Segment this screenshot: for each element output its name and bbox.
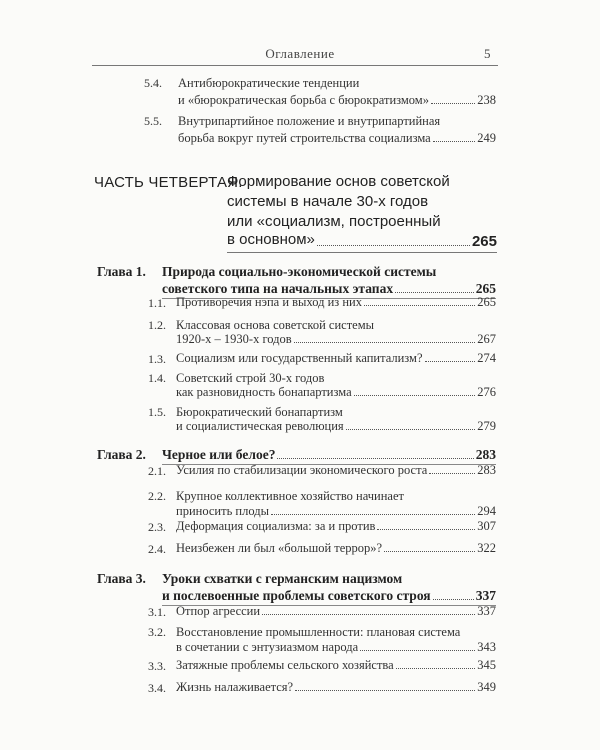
toc-entry-2-3[interactable] — [176, 518, 496, 534]
leader-dots — [277, 458, 473, 459]
toc-entry-3-2[interactable] — [176, 639, 496, 655]
toc-section-number: 2.3. — [148, 520, 166, 534]
header-divider — [92, 65, 498, 66]
toc-section-title-line: Крупное коллективное хозяйство начинает — [176, 489, 404, 503]
chapter-title-line: советского типа на начальных этапах — [162, 281, 394, 296]
toc-page-number: 265 — [477, 295, 496, 309]
toc-page-number: 345 — [477, 658, 496, 672]
toc-section-title-line: Внутрипартийное положение и внутрипартийная — [178, 114, 441, 128]
toc-page-number: 307 — [477, 519, 496, 533]
toc-section-title-line: Антибюрократические тенденции — [178, 76, 360, 90]
toc-entry-part-4[interactable] — [227, 230, 497, 250]
chapter-title-line: и послевоенные проблемы советского строя — [162, 588, 431, 603]
leader-dots — [429, 473, 475, 474]
toc-page-number: 337 — [475, 588, 496, 603]
toc-section-number: 3.3. — [148, 659, 166, 673]
toc-page-number: 283 — [477, 463, 496, 477]
toc-entry-2-1[interactable] — [176, 462, 496, 478]
toc-section-title-line: Бюрократический бонапартизм — [176, 405, 343, 419]
leader-dots — [271, 514, 475, 515]
toc-entry-1-5[interactable] — [176, 418, 496, 434]
leader-dots — [433, 599, 474, 600]
toc-page-number: 276 — [477, 385, 496, 399]
toc-page-number: 343 — [477, 640, 496, 654]
toc-page-number: 322 — [477, 541, 496, 555]
toc-page-number: 283 — [475, 447, 496, 462]
leader-dots — [317, 245, 470, 246]
part-title-line: в основном» — [227, 231, 315, 248]
toc-section-title-line: приносить плоды — [176, 504, 269, 518]
toc-section-title-line: борьба вокруг путей строительства социализма — [178, 131, 431, 145]
toc-entry-1-1[interactable] — [176, 294, 496, 310]
toc-section-title-line: Жизнь налаживается? — [176, 680, 294, 694]
chapter-label: Глава 2. — [97, 447, 146, 462]
running-header-title: Оглавление — [265, 46, 335, 61]
toc-entry-1-4[interactable] — [176, 384, 496, 400]
toc-entry-chapter-2[interactable] — [162, 446, 496, 463]
leader-dots — [295, 690, 475, 691]
toc-entry-1-2[interactable] — [176, 331, 496, 347]
chapter-title-line: Уроки схватки с германским нацизмом — [162, 571, 403, 586]
toc-section-number: 3.1. — [148, 605, 166, 619]
toc-entry-3-4[interactable] — [176, 679, 496, 695]
leader-dots — [433, 141, 476, 142]
toc-entry-1-3[interactable] — [176, 350, 496, 366]
toc-entry-3-3[interactable] — [176, 657, 496, 673]
toc-page-number: 267 — [477, 332, 496, 346]
part-title-line: Формирование основ советской — [227, 173, 450, 190]
leader-dots — [384, 551, 475, 552]
toc-section-number: 1.3. — [148, 352, 166, 366]
leader-dots — [431, 103, 475, 104]
toc-section-title-line: Социализм или государственный капитализм? — [176, 351, 423, 365]
toc-section-number: 1.5. — [148, 405, 166, 419]
toc-section-title-line: Затяжные проблемы сельского хозяйства — [176, 658, 394, 672]
chapter-title-line: Природа социально-экономической системы — [162, 264, 437, 279]
toc-entry-2-4[interactable] — [176, 540, 496, 556]
toc-page-number: 349 — [477, 680, 496, 694]
toc-section-title-line: Усилия по стабилизации экономического роста — [176, 463, 428, 477]
chapter-label: Глава 1. — [97, 264, 146, 279]
leader-dots — [364, 305, 475, 306]
leader-dots — [377, 529, 475, 530]
leader-dots — [395, 292, 474, 293]
toc-section-number: 1.4. — [148, 371, 166, 385]
toc-page-number: 279 — [477, 419, 496, 433]
part-divider — [227, 252, 497, 253]
toc-page-number: 238 — [477, 93, 496, 107]
chapter-title-line: Черное или белое? — [162, 447, 276, 462]
leader-dots — [396, 668, 476, 669]
toc-section-title-line: в сочетании с энтузиазмом народа — [176, 640, 359, 654]
toc-section-title-line: Отпор агрессии — [176, 604, 261, 618]
toc-section-number: 2.4. — [148, 542, 166, 556]
toc-entry-2-2[interactable] — [176, 503, 496, 519]
part-label: ЧАСТЬ ЧЕТВЕРТАЯ. — [94, 174, 243, 191]
toc-section-number: 1.2. — [148, 318, 166, 332]
toc-section-number: 3.2. — [148, 625, 166, 639]
toc-entry-5-4[interactable] — [178, 92, 496, 108]
toc-section-number: 2.2. — [148, 489, 166, 503]
toc-entry-3-1[interactable] — [176, 603, 496, 619]
toc-section-title-line: как разновидность бонапартизма — [176, 385, 352, 399]
toc-page-number: 265 — [471, 233, 497, 250]
toc-section-number: 5.4. — [144, 76, 162, 90]
part-title-line: или «социализм, построенный — [227, 213, 441, 230]
toc-section-title-line: Неизбежен ли был «большой террор»? — [176, 541, 383, 555]
toc-section-number: 3.4. — [148, 681, 166, 695]
toc-page-number: 265 — [475, 281, 496, 296]
toc-section-title-line: Противоречия нэпа и выход из них — [176, 295, 362, 309]
chapter-label: Глава 3. — [97, 571, 146, 586]
toc-section-title-line: 1920-х – 1930-х годов — [176, 332, 292, 346]
toc-section-title-line: Восстановление промышленности: плановая система — [176, 625, 461, 639]
toc-page-number: 337 — [477, 604, 496, 618]
toc-section-title-line: и «бюрократическая борьба с бюрократизмом» — [178, 93, 429, 107]
toc-section-title-line: Советский строй 30-х годов — [176, 371, 325, 385]
toc-section-title-line: Деформация социализма: за и против — [176, 519, 376, 533]
toc-section-title-line: и социалистическая революция — [176, 419, 344, 433]
leader-dots — [294, 342, 476, 343]
toc-section-title-line: Классовая основа советской системы — [176, 318, 375, 332]
part-title-line: системы в начале 30-х годов — [227, 193, 429, 210]
toc-page-number: 274 — [477, 351, 496, 365]
leader-dots — [354, 395, 476, 396]
toc-entry-chapter-3[interactable] — [162, 587, 496, 604]
leader-dots — [360, 650, 475, 651]
toc-page-number: 249 — [477, 131, 496, 145]
toc-entry-5-5[interactable] — [178, 130, 496, 146]
toc-page-number: 294 — [477, 504, 496, 518]
toc-section-number: 1.1. — [148, 296, 166, 310]
toc-section-number: 5.5. — [144, 114, 162, 128]
leader-dots — [425, 361, 476, 362]
page-number: 5 — [484, 46, 491, 61]
leader-dots — [346, 429, 476, 430]
toc-section-number: 2.1. — [148, 464, 166, 478]
leader-dots — [262, 614, 475, 615]
